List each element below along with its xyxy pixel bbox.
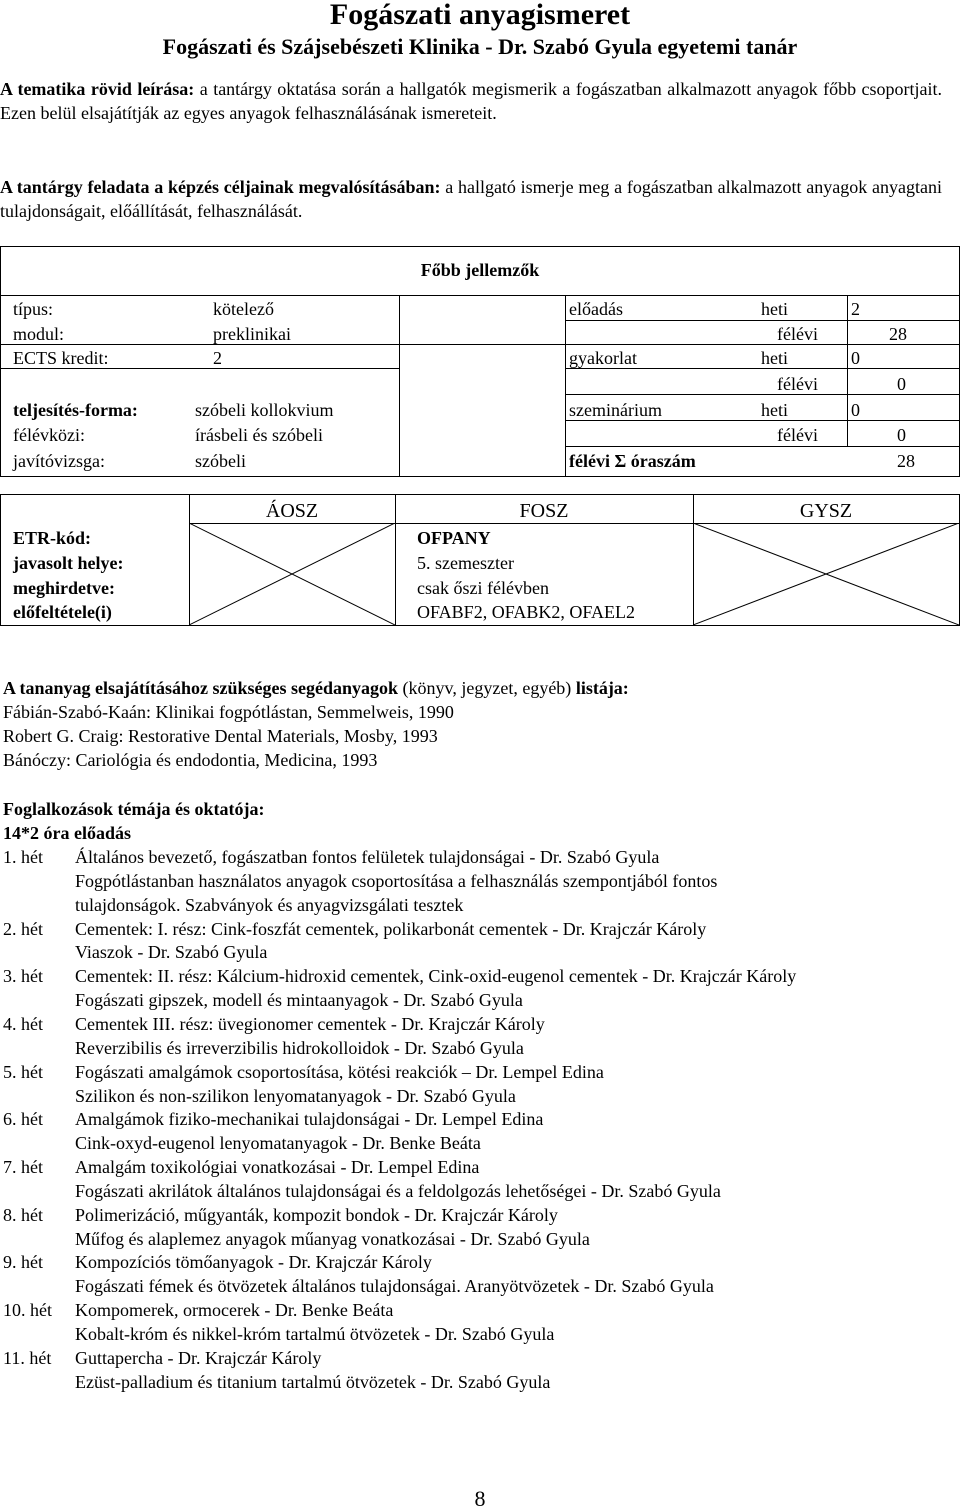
- intro-paragraph-1: [0, 77, 942, 125]
- hours-period-practice-semester: félévi: [777, 374, 818, 394]
- hours-type-practice: gyakorlat: [569, 348, 637, 368]
- feature-label-module: modul:: [13, 324, 65, 344]
- page-number: 8: [474, 1486, 486, 1511]
- material-item: Bánóczy: Cariológia és endodontia, Medicina, 1993: [3, 750, 378, 770]
- week-label: 8. hét: [3, 1205, 43, 1225]
- hours-value-practice-semester: 0: [897, 374, 906, 394]
- week-topic: tulajdonságok. Szabványok és anyagvizsgálati tesztek: [75, 895, 464, 915]
- feature-label-type: típus:: [13, 299, 54, 319]
- codes-table: [0, 494, 960, 626]
- codes-label-prereq: előfeltétele(i): [13, 602, 112, 622]
- week-label: 11. hét: [3, 1348, 52, 1368]
- codes-label-semester: javasolt helye:: [13, 553, 124, 573]
- page-title: Fogászati anyagismeret: [329, 0, 631, 31]
- materials-heading: [3, 676, 629, 700]
- intro-text-2: a hallgató ismerje meg a fogászatban alkalmazott anyagok anyagtani tulajdonságait, előállítását, felhasználását.: [0, 177, 942, 221]
- feature-value-module: preklinikai: [213, 324, 291, 344]
- materials-heading-bold-1: A tananyag elsajátításához szükséges segédanyagok: [3, 678, 399, 698]
- codes-empty-aosz: [189, 523, 395, 625]
- material-item: Fábián-Szabó-Kaán: Klinikai fogpótlástan, Semmelweis, 1990: [3, 702, 454, 722]
- week-topic: Ezüst-palladium és titanium tartalmú ötvözetek - Dr. Szabó Gyula: [75, 1372, 551, 1392]
- intro-text-1: a tantárgy oktatása során a hallgatók megismerik a fogászatban alkalmazott anyagok főbb csoportjait. Ezen belül elsajátítják az egyes anyagok felhasználásának ismereteit.: [0, 79, 942, 123]
- feature-value-midterm: írásbeli és szóbeli: [195, 425, 323, 445]
- feature-label-ects: ECTS kredit:: [13, 348, 109, 368]
- hours-type-seminar: szeminárium: [569, 400, 662, 420]
- codes-value-prereq: OFABF2, OFABK2, OFAEL2: [417, 602, 636, 622]
- features-table: [0, 246, 960, 477]
- feature-value-retake: szóbeli: [195, 451, 246, 471]
- hours-period-lecture-weekly: heti: [761, 299, 788, 319]
- codes-value-announced: csak őszi félévben: [417, 578, 549, 598]
- codes-empty-gysz: [693, 523, 959, 625]
- intro-paragraph-2: [0, 175, 942, 223]
- feature-value-ects: 2: [213, 348, 222, 368]
- feature-label-completion: teljesítés-forma:: [13, 400, 138, 420]
- week-topic: Cink-oxyd-eugenol lenyomatanyagok - Dr. Benke Beáta: [75, 1133, 481, 1153]
- week-label: 5. hét: [3, 1062, 43, 1082]
- hours-value-lecture-semester: 28: [889, 324, 907, 344]
- page-subtitle: Fogászati és Szájsebészeti Klinika - Dr. Szabó Gyula egyetemi tanár: [162, 34, 798, 59]
- week-topic: Fogászati gipszek, modell és mintaanyagok - Dr. Szabó Gyula: [75, 990, 523, 1010]
- week-label: 6. hét: [3, 1109, 43, 1129]
- week-topic: Kompomerek, ormocerek - Dr. Benke Beáta: [75, 1300, 394, 1320]
- week-topic: Cementek: II. rész: Kálcium-hidroxid cementek, Cink-oxid-eugenol cementek - Dr. Krajczár Károly: [75, 966, 797, 986]
- week-topic: Guttapercha - Dr. Krajczár Károly: [75, 1348, 322, 1368]
- feature-value-completion: szóbeli kollokvium: [195, 400, 334, 420]
- week-topic: Viaszok - Dr. Szabó Gyula: [75, 942, 268, 962]
- week-topic: Cementek: I. rész: Cink-foszfát cementek, polikarbonát cementek - Dr. Krajczár Károly: [75, 919, 707, 939]
- hours-value-lecture-weekly: 2: [851, 299, 860, 319]
- codes-value-semester: 5. szemeszter: [417, 553, 514, 573]
- feature-label-midterm: félévközi:: [13, 425, 85, 445]
- week-label: 4. hét: [3, 1014, 43, 1034]
- materials-heading-bold-2: listája:: [575, 678, 629, 698]
- week-topic: Amalgám toxikológiai vonatkozásai - Dr. Lempel Edina: [75, 1157, 480, 1177]
- lectures-heading: Foglalkozások témája és oktatója:: [3, 799, 265, 819]
- week-topic: Cementek III. rész: üvegionomer cementek - Dr. Krajczár Károly: [75, 1014, 545, 1034]
- week-topic: Fogászati amalgámok csoportosítása, kötési reakciók – Dr. Lempel Edina: [75, 1062, 604, 1082]
- materials-heading-normal: (könyv, jegyzet, egyéb): [398, 678, 576, 698]
- codes-col-fosz: FOSZ: [519, 500, 569, 522]
- hours-value-seminar-weekly: 0: [851, 400, 860, 420]
- material-item: Robert G. Craig: Restorative Dental Materials, Mosby, 1993: [3, 726, 438, 746]
- hours-total-value: 28: [897, 451, 915, 471]
- week-label: 2. hét: [3, 919, 43, 939]
- hours-period-practice-weekly: heti: [761, 348, 788, 368]
- hours-type-lecture: előadás: [569, 299, 623, 319]
- codes-col-aosz: ÁOSZ: [265, 500, 319, 522]
- week-topic: Műfog és alaplemez anyagok műanyag vonatkozásai - Dr. Szabó Gyula: [75, 1229, 590, 1249]
- hours-period-lecture-semester: félévi: [777, 324, 818, 344]
- week-label: 10. hét: [3, 1300, 52, 1320]
- week-topic: Szilikon és non-szilikon lenyomatanyagok - Dr. Szabó Gyula: [75, 1086, 516, 1106]
- week-label: 9. hét: [3, 1252, 43, 1272]
- week-topic: Amalgámok fiziko-mechanikai tulajdonságai - Dr. Lempel Edina: [75, 1109, 544, 1129]
- hours-value-seminar-semester: 0: [897, 425, 906, 445]
- week-topic: Általános bevezető, fogászatban fontos felületek tulajdonságai - Dr. Szabó Gyula: [75, 847, 660, 867]
- feature-label-retake: javítóvizsga:: [13, 451, 105, 471]
- week-topic: Fogászati akrilátok általános tulajdonságai és a feldolgozás lehetőségei - Dr. Szabó Gyula: [75, 1181, 721, 1201]
- week-label: 7. hét: [3, 1157, 43, 1177]
- codes-label-announced: meghirdetve:: [13, 578, 115, 598]
- week-topic: Fogpótlástanban használatos anyagok csoportosítása a felhasználás szempontjából fontos: [75, 871, 718, 891]
- codes-label-etr: ETR-kód:: [13, 528, 92, 548]
- hours-total-label: félévi Σ óraszám: [569, 451, 696, 471]
- week-topic: Reverzibilis és irreverzibilis hidrokolloidok - Dr. Szabó Gyula: [75, 1038, 524, 1058]
- hours-period-seminar-weekly: heti: [761, 400, 788, 420]
- week-label: 3. hét: [3, 966, 43, 986]
- feature-value-type: kötelező: [213, 299, 274, 319]
- codes-col-gysz: GYSZ: [799, 500, 853, 522]
- intro-label-2: A tantárgy feladata a képzés céljainak megvalósításában:: [0, 177, 441, 197]
- week-topic: Fogászati fémek és ötvözetek általános tulajdonságai. Aranyötvözetek - Dr. Szabó Gyula: [75, 1276, 714, 1296]
- features-heading: Főbb jellemzők: [420, 260, 540, 280]
- week-topic: Polimerizáció, műgyanták, kompozit bondok - Dr. Krajczár Károly: [75, 1205, 558, 1225]
- codes-value-etr: OFPANY: [417, 528, 491, 548]
- week-label: 1. hét: [3, 847, 43, 867]
- lectures-subheading: 14*2 óra előadás: [3, 823, 131, 843]
- intro-label-1: A tematika rövid leírása:: [0, 79, 195, 99]
- week-topic: Kobalt-króm és nikkel-króm tartalmú ötvözetek - Dr. Szabó Gyula: [75, 1324, 555, 1344]
- hours-value-practice-weekly: 0: [851, 348, 860, 368]
- hours-period-seminar-semester: félévi: [777, 425, 818, 445]
- week-topic: Kompozíciós tömőanyagok - Dr. Krajczár Károly: [75, 1252, 432, 1272]
